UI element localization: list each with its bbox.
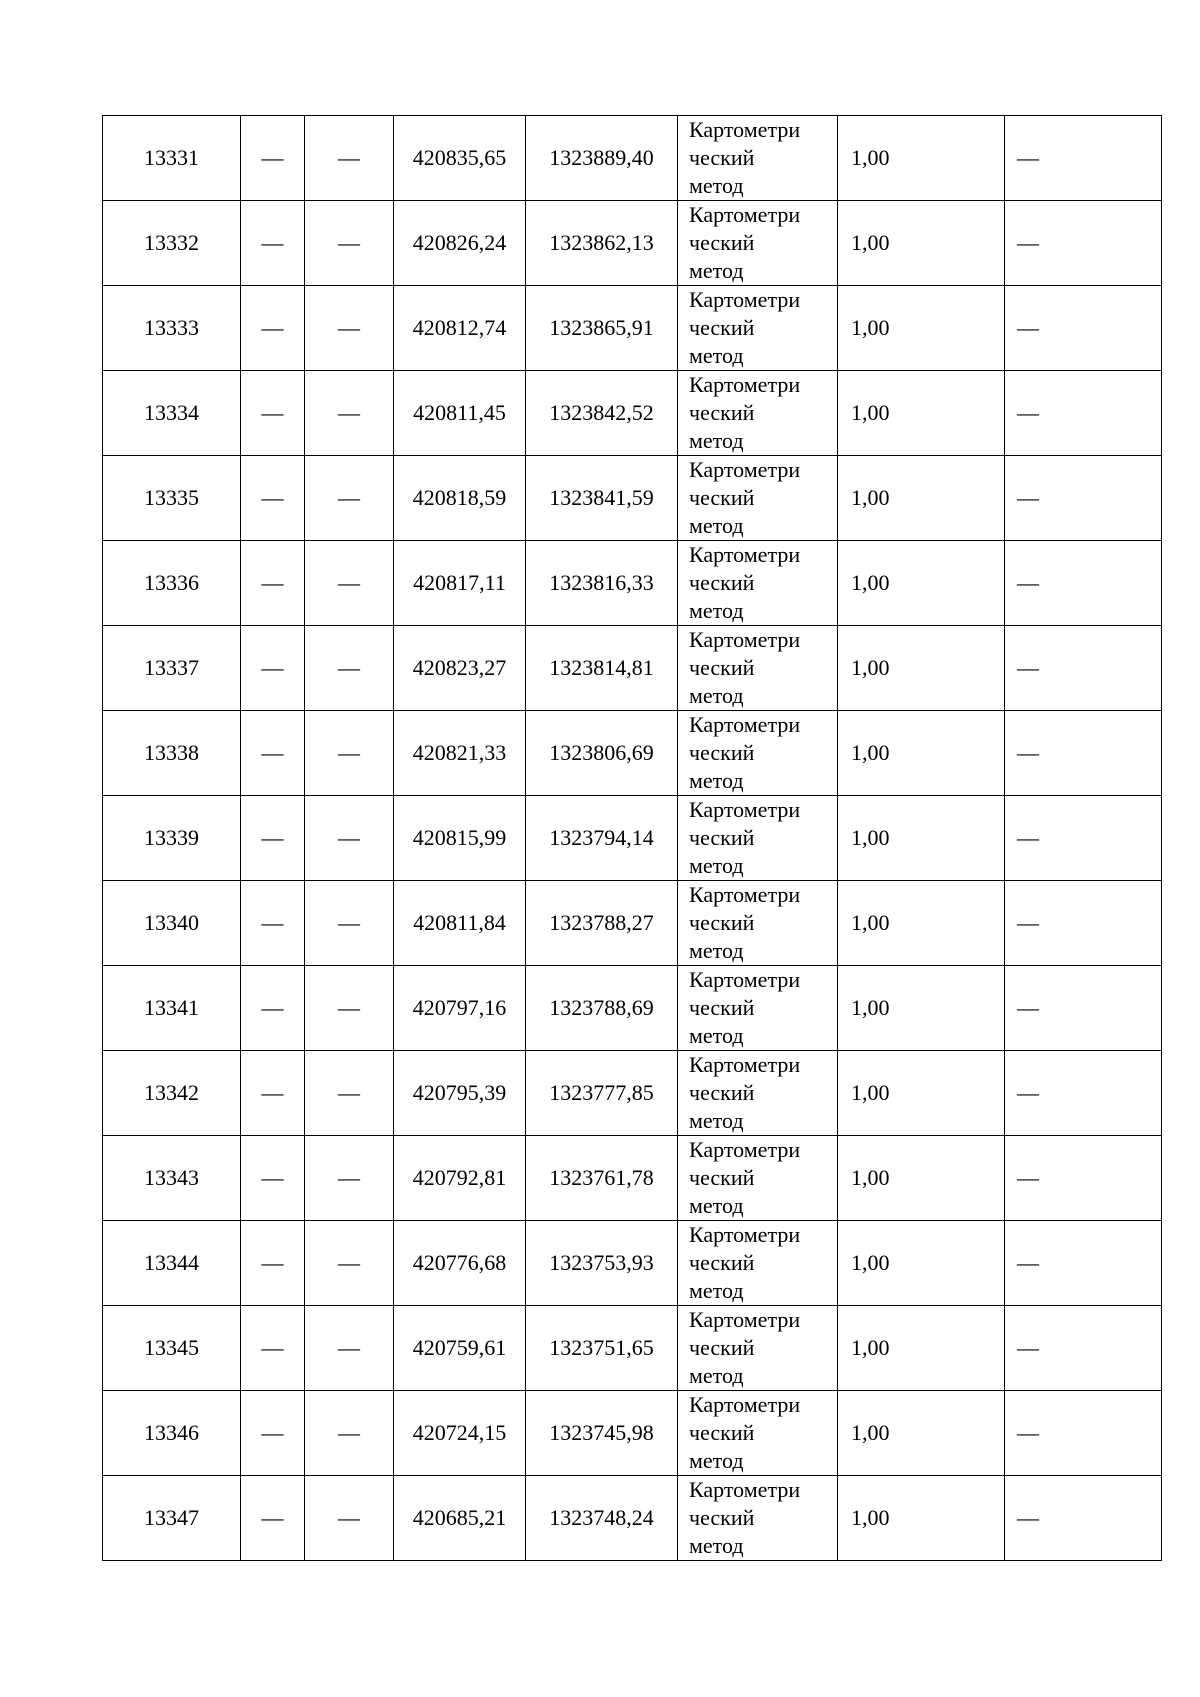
x-coordinate-text: 420724,15 bbox=[412, 1420, 507, 1445]
note-cell bbox=[1005, 1051, 1162, 1136]
accuracy-text: 1,00 bbox=[851, 910, 890, 935]
note-cell bbox=[1005, 1391, 1162, 1476]
x-coordinate-text: 420826,24 bbox=[412, 230, 507, 255]
empty-value-cell bbox=[241, 1306, 305, 1391]
method-cell bbox=[678, 116, 838, 201]
x-coordinate-text: 420797,16 bbox=[412, 995, 507, 1020]
point-number-cell bbox=[103, 1306, 241, 1391]
y-coordinate-text: 1323794,14 bbox=[549, 825, 654, 850]
method-text: Картометри ческий метод bbox=[689, 967, 801, 1048]
table-row bbox=[103, 1221, 1162, 1306]
note-text: — bbox=[1017, 740, 1039, 765]
accuracy-cell bbox=[838, 371, 1005, 456]
y-coordinate-cell bbox=[526, 1051, 678, 1136]
empty-value-cell bbox=[305, 881, 394, 966]
note-text: — bbox=[1017, 315, 1039, 340]
table-row bbox=[103, 626, 1162, 711]
empty-value-text: — bbox=[261, 1505, 284, 1530]
empty-value-cell bbox=[305, 1221, 394, 1306]
empty-value-cell bbox=[305, 711, 394, 796]
table-row bbox=[103, 966, 1162, 1051]
note-text: — bbox=[1017, 910, 1039, 935]
x-coordinate-text: 420811,45 bbox=[413, 400, 506, 425]
empty-value-text: — bbox=[338, 1420, 360, 1445]
empty-value-cell bbox=[305, 456, 394, 541]
empty-value-cell bbox=[241, 541, 305, 626]
note-text: — bbox=[1017, 1335, 1039, 1360]
method-cell bbox=[678, 371, 838, 456]
point-number-cell bbox=[103, 1051, 241, 1136]
point-number-text: 13338 bbox=[144, 740, 199, 765]
point-number-text: 13343 bbox=[144, 1165, 199, 1190]
method-cell bbox=[678, 711, 838, 796]
point-number-cell bbox=[103, 201, 241, 286]
note-cell bbox=[1005, 1221, 1162, 1306]
method-text: Картометри ческий метод bbox=[689, 1137, 801, 1218]
method-cell bbox=[678, 286, 838, 371]
y-coordinate-text: 1323814,81 bbox=[549, 655, 654, 680]
accuracy-text: 1,00 bbox=[851, 1420, 890, 1445]
empty-value-cell bbox=[241, 966, 305, 1051]
note-cell bbox=[1005, 881, 1162, 966]
y-coordinate-cell bbox=[526, 1391, 678, 1476]
note-text: — bbox=[1017, 230, 1039, 255]
empty-value-text: — bbox=[338, 400, 360, 425]
empty-value-text: — bbox=[261, 570, 284, 595]
table-row bbox=[103, 1476, 1162, 1561]
x-coordinate-cell bbox=[394, 286, 526, 371]
y-coordinate-cell bbox=[526, 626, 678, 711]
y-coordinate-cell bbox=[526, 541, 678, 626]
method-cell bbox=[678, 1476, 838, 1561]
table-row bbox=[103, 201, 1162, 286]
empty-value-cell bbox=[305, 201, 394, 286]
accuracy-cell bbox=[838, 286, 1005, 371]
method-cell bbox=[678, 626, 838, 711]
x-coordinate-cell bbox=[394, 456, 526, 541]
empty-value-text: — bbox=[261, 485, 284, 510]
y-coordinate-text: 1323745,98 bbox=[549, 1420, 654, 1445]
empty-value-cell bbox=[305, 966, 394, 1051]
accuracy-cell bbox=[838, 1051, 1005, 1136]
method-cell bbox=[678, 1136, 838, 1221]
empty-value-text: — bbox=[338, 655, 360, 680]
empty-value-text: — bbox=[261, 230, 284, 255]
empty-value-cell bbox=[241, 201, 305, 286]
empty-value-cell bbox=[305, 796, 394, 881]
x-coordinate-cell bbox=[394, 966, 526, 1051]
method-cell bbox=[678, 456, 838, 541]
method-text: Картометри ческий метод bbox=[689, 1222, 801, 1303]
empty-value-text: — bbox=[261, 1165, 284, 1190]
note-text: — bbox=[1017, 400, 1039, 425]
accuracy-cell bbox=[838, 116, 1005, 201]
accuracy-text: 1,00 bbox=[851, 570, 890, 595]
point-number-cell bbox=[103, 1136, 241, 1221]
y-coordinate-text: 1323842,52 bbox=[549, 400, 654, 425]
note-cell bbox=[1005, 711, 1162, 796]
y-coordinate-text: 1323806,69 bbox=[549, 740, 654, 765]
table-row bbox=[103, 116, 1162, 201]
x-coordinate-text: 420795,39 bbox=[412, 1080, 507, 1105]
empty-value-text: — bbox=[261, 1420, 284, 1445]
x-coordinate-text: 420812,74 bbox=[412, 315, 507, 340]
point-number-text: 13345 bbox=[144, 1335, 199, 1360]
empty-value-text: — bbox=[338, 485, 360, 510]
x-coordinate-cell bbox=[394, 1051, 526, 1136]
table-row bbox=[103, 1306, 1162, 1391]
method-text: Картометри ческий метод bbox=[689, 712, 801, 793]
empty-value-cell bbox=[241, 1051, 305, 1136]
accuracy-text: 1,00 bbox=[851, 825, 890, 850]
empty-value-text: — bbox=[338, 1165, 360, 1190]
empty-value-text: — bbox=[338, 230, 360, 255]
empty-value-cell bbox=[305, 1391, 394, 1476]
y-coordinate-text: 1323788,69 bbox=[549, 995, 654, 1020]
table-row bbox=[103, 1136, 1162, 1221]
x-coordinate-text: 420759,61 bbox=[412, 1335, 507, 1360]
empty-value-text: — bbox=[338, 145, 360, 170]
table-row bbox=[103, 1051, 1162, 1136]
note-text: — bbox=[1017, 570, 1039, 595]
accuracy-cell bbox=[838, 1136, 1005, 1221]
x-coordinate-text: 420823,27 bbox=[412, 655, 507, 680]
method-text: Картометри ческий метод bbox=[689, 627, 801, 708]
point-number-cell bbox=[103, 1221, 241, 1306]
point-number-text: 13344 bbox=[144, 1250, 199, 1275]
accuracy-text: 1,00 bbox=[851, 485, 890, 510]
table-row bbox=[103, 796, 1162, 881]
table-row bbox=[103, 881, 1162, 966]
empty-value-cell bbox=[241, 116, 305, 201]
accuracy-cell bbox=[838, 796, 1005, 881]
x-coordinate-cell bbox=[394, 116, 526, 201]
method-text: Картометри ческий метод bbox=[689, 542, 801, 623]
coordinates-table bbox=[102, 115, 1162, 1561]
method-text: Картометри ческий метод bbox=[689, 117, 801, 198]
accuracy-cell bbox=[838, 1306, 1005, 1391]
empty-value-cell bbox=[241, 796, 305, 881]
empty-value-text: — bbox=[338, 910, 360, 935]
point-number-text: 13337 bbox=[144, 655, 199, 680]
table-row bbox=[103, 456, 1162, 541]
empty-value-cell bbox=[305, 541, 394, 626]
y-coordinate-cell bbox=[526, 1306, 678, 1391]
empty-value-cell bbox=[241, 1221, 305, 1306]
method-cell bbox=[678, 1051, 838, 1136]
accuracy-cell bbox=[838, 1221, 1005, 1306]
x-coordinate-cell bbox=[394, 1476, 526, 1561]
empty-value-text: — bbox=[261, 400, 284, 425]
note-text: — bbox=[1017, 995, 1039, 1020]
accuracy-cell bbox=[838, 1476, 1005, 1561]
y-coordinate-text: 1323816,33 bbox=[549, 570, 654, 595]
table-row bbox=[103, 541, 1162, 626]
y-coordinate-text: 1323748,24 bbox=[549, 1505, 654, 1530]
empty-value-text: — bbox=[261, 995, 284, 1020]
empty-value-cell bbox=[241, 1136, 305, 1221]
note-text: — bbox=[1017, 1505, 1039, 1530]
method-cell bbox=[678, 1306, 838, 1391]
y-coordinate-text: 1323865,91 bbox=[549, 315, 654, 340]
empty-value-cell bbox=[305, 1476, 394, 1561]
point-number-cell bbox=[103, 286, 241, 371]
x-coordinate-text: 420817,11 bbox=[413, 570, 506, 595]
y-coordinate-text: 1323841,59 bbox=[549, 485, 654, 510]
point-number-cell bbox=[103, 796, 241, 881]
y-coordinate-cell bbox=[526, 796, 678, 881]
empty-value-cell bbox=[305, 371, 394, 456]
method-text: Картометри ческий метод bbox=[689, 1307, 801, 1388]
point-number-cell bbox=[103, 1476, 241, 1561]
accuracy-cell bbox=[838, 201, 1005, 286]
empty-value-text: — bbox=[338, 1080, 360, 1105]
point-number-cell bbox=[103, 456, 241, 541]
x-coordinate-text: 420792,81 bbox=[412, 1165, 507, 1190]
x-coordinate-text: 420776,68 bbox=[412, 1250, 507, 1275]
point-number-cell bbox=[103, 116, 241, 201]
y-coordinate-cell bbox=[526, 711, 678, 796]
x-coordinate-cell bbox=[394, 201, 526, 286]
empty-value-cell bbox=[305, 626, 394, 711]
empty-value-text: — bbox=[338, 1505, 360, 1530]
empty-value-text: — bbox=[261, 825, 284, 850]
note-cell bbox=[1005, 1476, 1162, 1561]
y-coordinate-cell bbox=[526, 456, 678, 541]
empty-value-cell bbox=[241, 456, 305, 541]
accuracy-cell bbox=[838, 711, 1005, 796]
accuracy-text: 1,00 bbox=[851, 145, 890, 170]
y-coordinate-text: 1323889,40 bbox=[549, 145, 654, 170]
empty-value-cell bbox=[241, 881, 305, 966]
accuracy-cell bbox=[838, 881, 1005, 966]
x-coordinate-cell bbox=[394, 1221, 526, 1306]
note-cell bbox=[1005, 1306, 1162, 1391]
note-cell bbox=[1005, 456, 1162, 541]
empty-value-text: — bbox=[338, 315, 360, 340]
note-cell bbox=[1005, 541, 1162, 626]
point-number-cell bbox=[103, 966, 241, 1051]
point-number-text: 13331 bbox=[144, 145, 199, 170]
y-coordinate-cell bbox=[526, 116, 678, 201]
y-coordinate-text: 1323788,27 bbox=[549, 910, 654, 935]
table-row bbox=[103, 1391, 1162, 1476]
empty-value-cell bbox=[241, 371, 305, 456]
point-number-text: 13346 bbox=[144, 1420, 199, 1445]
table-row bbox=[103, 371, 1162, 456]
empty-value-text: — bbox=[261, 315, 284, 340]
point-number-text: 13347 bbox=[144, 1505, 199, 1530]
point-number-text: 13339 bbox=[144, 825, 199, 850]
accuracy-text: 1,00 bbox=[851, 400, 890, 425]
y-coordinate-cell bbox=[526, 966, 678, 1051]
empty-value-cell bbox=[241, 1476, 305, 1561]
note-cell bbox=[1005, 116, 1162, 201]
note-text: — bbox=[1017, 655, 1039, 680]
x-coordinate-cell bbox=[394, 1391, 526, 1476]
method-text: Картометри ческий метод bbox=[689, 1477, 801, 1558]
method-text: Картометри ческий метод bbox=[689, 797, 801, 878]
y-coordinate-cell bbox=[526, 286, 678, 371]
x-coordinate-text: 420811,84 bbox=[413, 910, 506, 935]
empty-value-text: — bbox=[338, 1250, 360, 1275]
note-cell bbox=[1005, 286, 1162, 371]
point-number-text: 13332 bbox=[144, 230, 199, 255]
accuracy-cell bbox=[838, 1391, 1005, 1476]
empty-value-cell bbox=[241, 626, 305, 711]
point-number-text: 13335 bbox=[144, 485, 199, 510]
method-cell bbox=[678, 1221, 838, 1306]
x-coordinate-cell bbox=[394, 1136, 526, 1221]
table-row bbox=[103, 286, 1162, 371]
method-text: Картометри ческий метод bbox=[689, 1052, 801, 1133]
point-number-text: 13333 bbox=[144, 315, 199, 340]
empty-value-cell bbox=[305, 1136, 394, 1221]
point-number-text: 13342 bbox=[144, 1080, 199, 1105]
empty-value-text: — bbox=[261, 740, 284, 765]
empty-value-text: — bbox=[261, 1335, 284, 1360]
empty-value-text: — bbox=[338, 740, 360, 765]
note-text: — bbox=[1017, 145, 1039, 170]
point-number-cell bbox=[103, 541, 241, 626]
point-number-text: 13336 bbox=[144, 570, 199, 595]
accuracy-text: 1,00 bbox=[851, 1250, 890, 1275]
accuracy-text: 1,00 bbox=[851, 315, 890, 340]
note-text: — bbox=[1017, 1250, 1039, 1275]
y-coordinate-text: 1323753,93 bbox=[549, 1250, 654, 1275]
empty-value-cell bbox=[241, 1391, 305, 1476]
empty-value-cell bbox=[305, 116, 394, 201]
y-coordinate-cell bbox=[526, 1221, 678, 1306]
point-number-text: 13334 bbox=[144, 400, 199, 425]
x-coordinate-cell bbox=[394, 371, 526, 456]
note-cell bbox=[1005, 201, 1162, 286]
y-coordinate-cell bbox=[526, 1476, 678, 1561]
empty-value-text: — bbox=[261, 910, 284, 935]
y-coordinate-text: 1323777,85 bbox=[549, 1080, 654, 1105]
note-text: — bbox=[1017, 1080, 1039, 1105]
x-coordinate-cell bbox=[394, 881, 526, 966]
empty-value-cell bbox=[305, 1051, 394, 1136]
point-number-cell bbox=[103, 881, 241, 966]
x-coordinate-cell bbox=[394, 1306, 526, 1391]
method-cell bbox=[678, 796, 838, 881]
y-coordinate-cell bbox=[526, 1136, 678, 1221]
point-number-cell bbox=[103, 626, 241, 711]
y-coordinate-text: 1323761,78 bbox=[549, 1165, 654, 1190]
method-text: Картометри ческий метод bbox=[689, 202, 801, 283]
accuracy-text: 1,00 bbox=[851, 655, 890, 680]
note-cell bbox=[1005, 966, 1162, 1051]
accuracy-text: 1,00 bbox=[851, 995, 890, 1020]
y-coordinate-text: 1323862,13 bbox=[549, 230, 654, 255]
point-number-text: 13341 bbox=[144, 995, 199, 1020]
empty-value-text: — bbox=[261, 1250, 284, 1275]
y-coordinate-cell bbox=[526, 201, 678, 286]
accuracy-text: 1,00 bbox=[851, 1505, 890, 1530]
method-cell bbox=[678, 201, 838, 286]
accuracy-text: 1,00 bbox=[851, 1165, 890, 1190]
point-number-text: 13340 bbox=[144, 910, 199, 935]
note-cell bbox=[1005, 796, 1162, 881]
y-coordinate-text: 1323751,65 bbox=[549, 1335, 654, 1360]
x-coordinate-cell bbox=[394, 541, 526, 626]
empty-value-text: — bbox=[338, 995, 360, 1020]
note-text: — bbox=[1017, 1420, 1039, 1445]
accuracy-cell bbox=[838, 626, 1005, 711]
method-cell bbox=[678, 966, 838, 1051]
point-number-cell bbox=[103, 711, 241, 796]
accuracy-cell bbox=[838, 541, 1005, 626]
x-coordinate-text: 420818,59 bbox=[412, 485, 507, 510]
empty-value-text: — bbox=[261, 145, 284, 170]
empty-value-cell bbox=[305, 286, 394, 371]
note-text: — bbox=[1017, 485, 1039, 510]
table-body bbox=[103, 116, 1162, 1561]
method-text: Картометри ческий метод bbox=[689, 882, 801, 963]
accuracy-cell bbox=[838, 456, 1005, 541]
method-cell bbox=[678, 881, 838, 966]
method-cell bbox=[678, 1391, 838, 1476]
table-row bbox=[103, 711, 1162, 796]
empty-value-text: — bbox=[261, 1080, 284, 1105]
note-cell bbox=[1005, 1136, 1162, 1221]
method-text: Картометри ческий метод bbox=[689, 372, 801, 453]
empty-value-text: — bbox=[338, 825, 360, 850]
empty-value-cell bbox=[305, 1306, 394, 1391]
accuracy-cell bbox=[838, 966, 1005, 1051]
method-cell bbox=[678, 541, 838, 626]
x-coordinate-cell bbox=[394, 626, 526, 711]
note-text: — bbox=[1017, 825, 1039, 850]
accuracy-text: 1,00 bbox=[851, 230, 890, 255]
accuracy-text: 1,00 bbox=[851, 1335, 890, 1360]
x-coordinate-text: 420821,33 bbox=[412, 740, 507, 765]
x-coordinate-cell bbox=[394, 796, 526, 881]
empty-value-cell bbox=[241, 711, 305, 796]
x-coordinate-text: 420835,65 bbox=[412, 145, 507, 170]
empty-value-text: — bbox=[261, 655, 284, 680]
accuracy-text: 1,00 bbox=[851, 740, 890, 765]
x-coordinate-text: 420815,99 bbox=[412, 825, 507, 850]
method-text: Картометри ческий метод bbox=[689, 457, 801, 538]
empty-value-text: — bbox=[338, 570, 360, 595]
method-text: Картометри ческий метод bbox=[689, 1392, 801, 1473]
accuracy-text: 1,00 bbox=[851, 1080, 890, 1105]
x-coordinate-text: 420685,21 bbox=[412, 1505, 507, 1530]
empty-value-cell bbox=[241, 286, 305, 371]
x-coordinate-cell bbox=[394, 711, 526, 796]
point-number-cell bbox=[103, 1391, 241, 1476]
note-cell bbox=[1005, 371, 1162, 456]
y-coordinate-cell bbox=[526, 371, 678, 456]
y-coordinate-cell bbox=[526, 881, 678, 966]
empty-value-text: — bbox=[338, 1335, 360, 1360]
note-cell bbox=[1005, 626, 1162, 711]
method-text: Картометри ческий метод bbox=[689, 287, 801, 368]
note-text: — bbox=[1017, 1165, 1039, 1190]
point-number-cell bbox=[103, 371, 241, 456]
